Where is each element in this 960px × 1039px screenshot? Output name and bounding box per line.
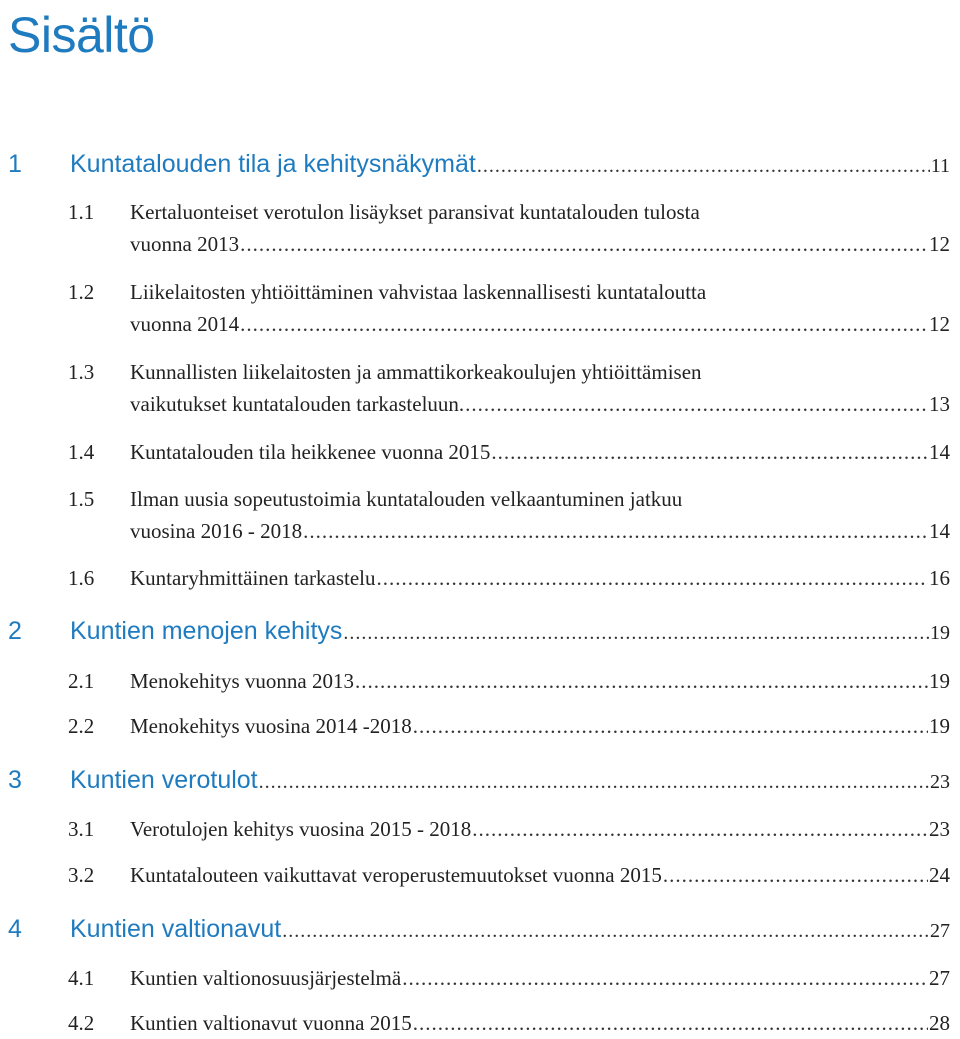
leader-dots bbox=[355, 665, 928, 697]
section-number: 1.4 bbox=[68, 440, 95, 464]
page-number: 11 bbox=[930, 155, 950, 177]
section-title: vuonna 2013 bbox=[130, 232, 240, 256]
page-number: 14 bbox=[929, 440, 950, 464]
page-number: 19 bbox=[929, 714, 950, 738]
page-number: 14 bbox=[929, 519, 950, 543]
page-number: 19 bbox=[929, 669, 950, 693]
page-number: 16 bbox=[929, 566, 950, 590]
page-number: 12 bbox=[929, 312, 950, 336]
page-number: 27 bbox=[929, 966, 950, 990]
page-number: 24 bbox=[929, 863, 950, 887]
leader-dots bbox=[377, 562, 928, 594]
section-number: 2.1 bbox=[68, 669, 95, 693]
leader-dots bbox=[413, 710, 928, 742]
section-number: 1.1 bbox=[68, 200, 95, 224]
section-title: Kuntaryhmittäinen tarkastelu bbox=[130, 566, 376, 590]
page-number: 27 bbox=[930, 920, 950, 942]
chapter-number: 3 bbox=[8, 766, 22, 794]
section-number: 2.2 bbox=[68, 714, 95, 738]
leader-dots bbox=[259, 767, 929, 797]
leader-dots bbox=[472, 813, 928, 845]
chapter-number: 1 bbox=[8, 150, 22, 178]
section-title: Kuntien valtionosuusjärjestelmä bbox=[130, 966, 402, 990]
section-number: 3.1 bbox=[68, 817, 95, 841]
leader-dots bbox=[343, 618, 929, 648]
section-title-line-1: Kertaluonteiset verotulon lisäykset paransivat kuntatalouden tulosta bbox=[130, 200, 700, 224]
section-title: Kuntatalouden tila heikkenee vuonna 2015 bbox=[130, 440, 491, 464]
section-title: vuonna 2014 bbox=[130, 312, 240, 336]
page-title: Sisältö bbox=[8, 7, 155, 63]
page-number: 12 bbox=[929, 232, 950, 256]
section-number: 4.2 bbox=[68, 1011, 95, 1035]
page-number: 23 bbox=[929, 817, 950, 841]
leader-dots bbox=[465, 388, 928, 420]
page-number: 23 bbox=[930, 771, 950, 793]
chapter-number: 2 bbox=[8, 617, 22, 645]
chapter-number: 4 bbox=[8, 915, 22, 943]
section-title: Kuntatalouteen vaikuttavat veroperustemuutokset vuonna 2015 bbox=[130, 863, 662, 887]
leader-dots bbox=[663, 859, 928, 891]
chapter-title: Kuntien verotulot bbox=[70, 766, 258, 794]
section-title-line-1: Liikelaitosten yhtiöittäminen vahvistaa laskennallisesti kuntataloutta bbox=[130, 280, 707, 304]
chapter-title: Kuntien menojen kehitys bbox=[70, 617, 343, 645]
section-title-line-1: Kunnallisten liikelaitosten ja ammattikorkeakoulujen yhtiöittämisen bbox=[130, 360, 702, 384]
section-number: 1.3 bbox=[68, 360, 95, 384]
section-title: Menokehitys vuosina 2014 -2018 bbox=[130, 714, 412, 738]
page-number: 19 bbox=[930, 622, 950, 644]
section-number: 4.1 bbox=[68, 966, 95, 990]
section-number: 3.2 bbox=[68, 863, 95, 887]
leader-dots bbox=[240, 308, 928, 340]
section-number: 1.2 bbox=[68, 280, 95, 304]
leader-dots bbox=[477, 151, 930, 181]
chapter-title: Kuntatalouden tila ja kehitysnäkymät bbox=[70, 150, 476, 178]
leader-dots bbox=[402, 962, 928, 994]
chapter-title: Kuntien valtionavut bbox=[70, 915, 282, 943]
leader-dots bbox=[282, 916, 929, 946]
leader-dots bbox=[491, 436, 928, 468]
leader-dots bbox=[413, 1007, 928, 1039]
section-title: Kuntien valtionavut vuonna 2015 bbox=[130, 1011, 412, 1035]
section-number: 1.6 bbox=[68, 566, 95, 590]
section-title: vuosina 2016 - 2018 bbox=[130, 519, 303, 543]
section-title: vaikutukset kuntatalouden tarkasteluun. bbox=[130, 392, 465, 416]
section-title: Menokehitys vuonna 2013 bbox=[130, 669, 354, 693]
leader-dots bbox=[303, 515, 928, 547]
page-number: 28 bbox=[929, 1011, 950, 1035]
leader-dots bbox=[240, 228, 928, 260]
page-number: 13 bbox=[929, 392, 950, 416]
section-number: 1.5 bbox=[68, 487, 95, 511]
section-title-line-1: Ilman uusia sopeutustoimia kuntatalouden velkaantuminen jatkuu bbox=[130, 487, 683, 511]
section-title: Verotulojen kehitys vuosina 2015 - 2018 bbox=[130, 817, 472, 841]
